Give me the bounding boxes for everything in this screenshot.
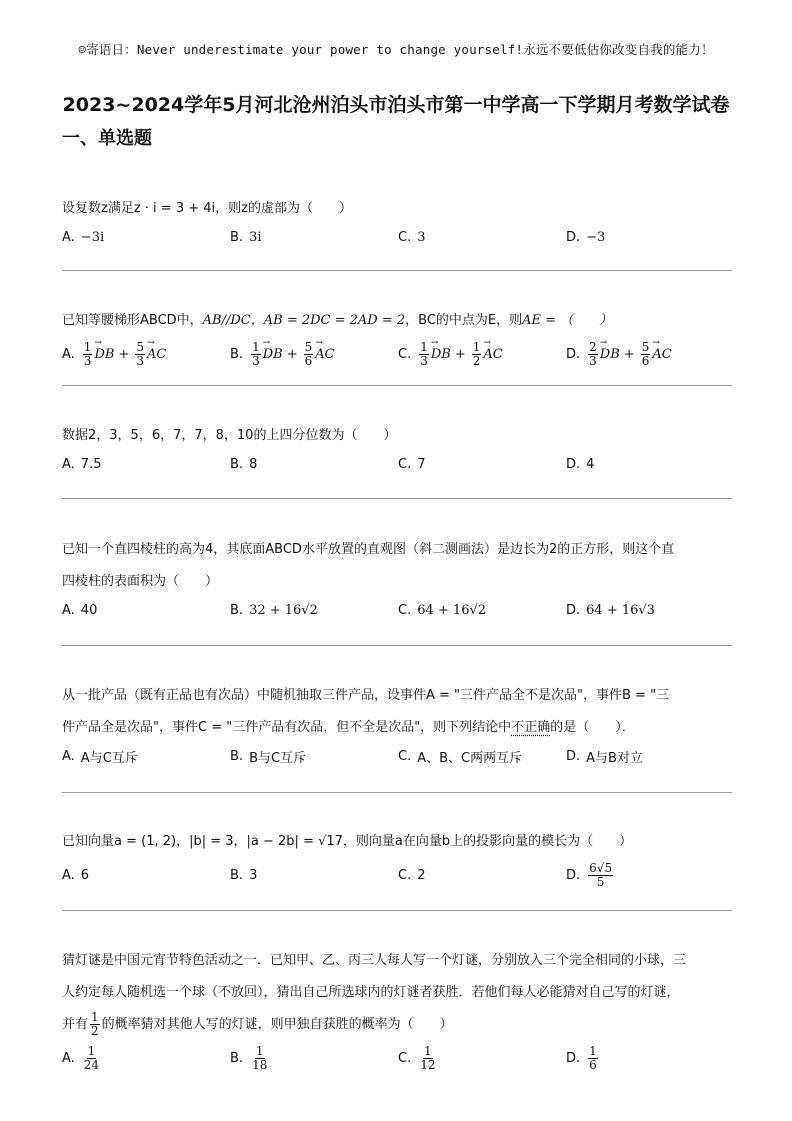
question-stem-line2: 四棱柱的表面积为（ ）	[62, 574, 219, 589]
numerator: 2	[589, 339, 597, 354]
vector-ac: → AC	[147, 347, 166, 362]
option-label: C.	[398, 748, 412, 764]
denominator: 5	[596, 874, 605, 889]
option-label: D.	[566, 456, 581, 472]
option-text: 3	[417, 229, 426, 245]
question-stem-line3	[62, 1009, 734, 1041]
option-a	[62, 747, 230, 766]
option-a	[62, 230, 230, 245]
option-text: 2	[417, 867, 426, 883]
option-text: 4	[586, 456, 595, 472]
vector-db: → DB	[263, 347, 283, 362]
option-label: D.	[566, 229, 581, 245]
fraction	[83, 341, 93, 368]
option-text: 7.5	[80, 456, 102, 472]
option-label: B.	[230, 867, 244, 883]
options-row	[62, 337, 734, 371]
options-row	[62, 858, 734, 892]
option-b	[230, 868, 398, 883]
denominator: 6	[589, 1057, 597, 1072]
denominator: 6	[641, 353, 650, 368]
option-label: B.	[230, 748, 244, 764]
option-label: A.	[62, 867, 75, 883]
option-label: A.	[62, 602, 75, 618]
question-stem: 已知向量a = (1, 2)，|b| = 3，|a − 2b| = √17，则向量a在向量b上的投影向量的模长为（ ）	[62, 834, 633, 849]
numerator: 1	[472, 339, 481, 354]
question-stem-line1: 已知一个直四棱柱的高为4，其底面ABCD水平放置的直观图（斜二测画法）是边长为2的正方形，则这个直	[62, 542, 675, 557]
emphasized-text: 不正确	[511, 720, 551, 735]
divider	[62, 270, 732, 271]
divider	[62, 792, 732, 793]
question-7	[62, 945, 734, 1075]
option-label: A.	[62, 346, 75, 362]
question-stem-line2: 人约定每人随机选一个球（不放回），猜出自己所选球内的灯谜者获胜．若他们每人必能猜对自己写的灯谜，	[62, 985, 680, 1000]
options-row	[62, 598, 734, 622]
denominator: 24	[83, 1057, 100, 1072]
question-stem-line1: 从一批产品（既有正品也有次品）中随机抽取三件产品，设事件A = "三件产品全不是次品"，事件B = "三	[62, 688, 670, 703]
option-text: B与C互斥	[249, 750, 307, 766]
numerator: 6√5	[589, 860, 613, 875]
option-c	[398, 1045, 566, 1072]
option-text: 32 + 16√2	[249, 602, 318, 618]
fraction	[90, 1011, 100, 1038]
option-b	[230, 457, 398, 472]
stem-intro: 已知等腰梯形ABCD中，	[62, 313, 203, 328]
option-c	[398, 341, 566, 368]
option-text: 3	[249, 867, 258, 883]
exam-title: 2023~2024学年5月河北沧州泊头市泊头市第一中学高一下学期月考数学试卷	[62, 94, 730, 116]
option-b	[230, 341, 398, 368]
option-text: −3i	[80, 229, 105, 245]
option-label: B.	[230, 346, 244, 362]
option-text: 64 + 16√3	[586, 602, 655, 618]
options-row	[62, 1041, 734, 1075]
question-4	[62, 534, 734, 622]
option-label: B.	[230, 456, 244, 472]
options-row	[62, 744, 734, 768]
numerator: 1	[91, 1010, 99, 1024]
denominator: 2	[91, 1024, 99, 1038]
numerator: 1	[420, 339, 428, 354]
option-label: D.	[566, 346, 581, 362]
option-text: 64 + 16√2	[417, 602, 487, 618]
option-label: B.	[230, 1050, 244, 1066]
option-text: −3	[586, 229, 606, 245]
stem-tail: AE = （ ）	[522, 313, 613, 328]
denominator: 6	[304, 353, 313, 368]
option-a	[62, 1045, 230, 1072]
option-label: D.	[566, 748, 581, 764]
question-stem	[62, 305, 734, 337]
denominator: 3	[252, 353, 260, 368]
fraction	[419, 341, 429, 368]
fraction	[641, 341, 651, 368]
denominator: 3	[589, 353, 597, 368]
fraction	[588, 1045, 598, 1072]
question-stem-line2	[62, 712, 734, 744]
denominator: 3	[420, 353, 428, 368]
option-d	[566, 1045, 734, 1072]
fraction	[83, 1045, 100, 1072]
option-text: 6	[80, 867, 90, 883]
numerator: 1	[589, 1043, 597, 1058]
motto-line: ☺寄语日：Never underestimate your power to change yourself!永远不要低估你改变自我的能力！	[78, 42, 714, 57]
option-text: A与C互斥	[80, 750, 138, 766]
option-label: D.	[566, 602, 581, 618]
numerator: 5	[641, 339, 650, 354]
plus-sign: +	[118, 346, 130, 362]
divider	[62, 645, 732, 646]
vector-db: → DB	[431, 347, 451, 362]
option-text: 8	[249, 456, 258, 472]
numerator: 1	[87, 1043, 96, 1058]
fraction	[472, 341, 482, 368]
option-label: A.	[62, 456, 75, 472]
question-6	[62, 826, 734, 892]
vector-db: → DB	[94, 347, 114, 362]
option-c	[398, 747, 566, 766]
question-2	[62, 305, 734, 371]
question-stem: 数据2，3，5，6，7，7，8，10的上四分位数为（ ）	[62, 428, 397, 443]
option-b	[230, 1045, 398, 1072]
stem-text: 的概率猜对其他人写的灯谜，则甲独自获胜的概率为（ ）	[101, 1017, 453, 1032]
option-c	[398, 868, 566, 883]
options-row	[62, 225, 734, 249]
option-text: 7	[417, 456, 426, 472]
question-3	[62, 420, 734, 476]
option-label: A.	[62, 1050, 75, 1066]
fraction	[251, 341, 261, 368]
option-label: A.	[62, 229, 75, 245]
fraction	[588, 862, 613, 889]
fraction	[419, 1045, 436, 1072]
question-1	[62, 193, 734, 249]
vector-db: → DB	[600, 347, 620, 362]
denominator: 12	[420, 1057, 436, 1072]
option-d	[566, 603, 734, 618]
stem-text: 的是（ ）．	[550, 720, 635, 735]
denominator: 2	[472, 353, 481, 368]
plus-sign: +	[623, 346, 635, 362]
divider	[62, 910, 732, 911]
option-label: D.	[566, 1050, 581, 1066]
vector-ac: → AC	[483, 347, 502, 362]
fraction	[135, 341, 145, 368]
denominator: 18	[252, 1057, 268, 1072]
option-text: A与B对立	[586, 750, 643, 766]
option-label: B.	[230, 229, 244, 245]
option-d	[566, 747, 734, 766]
section-heading: 一、单选题	[62, 128, 152, 149]
option-label: C.	[398, 346, 412, 362]
option-a	[62, 457, 230, 472]
option-a	[62, 603, 230, 618]
option-text: A、B、C两两互斥	[417, 750, 523, 766]
plus-sign: +	[454, 346, 466, 362]
divider	[62, 498, 732, 499]
divider	[62, 385, 732, 386]
option-b	[230, 603, 398, 618]
question-stem: 设复数z满足z · i = 3 + 4i，则z的虚部为（ ）	[62, 201, 352, 216]
option-label: C.	[398, 602, 412, 618]
option-d	[566, 341, 734, 368]
option-label: C.	[398, 456, 412, 472]
stem-text: 件产品全是次品"，事件C = "三件产品有次品，但不全是次品"，则下列结论中	[62, 720, 512, 735]
option-c	[398, 457, 566, 472]
question-stem-line1: 猜灯谜是中国元宵节特色活动之一．已知甲、乙、丙三人每人写一个灯谜，分别放入三个完全相同的小球，三	[62, 953, 687, 968]
numerator: 5	[136, 339, 144, 354]
fraction	[304, 341, 314, 368]
option-b	[230, 230, 398, 245]
option-d	[566, 230, 734, 245]
option-label: A.	[62, 748, 75, 764]
option-label: C.	[398, 229, 412, 245]
fraction	[251, 1045, 268, 1072]
option-label: B.	[230, 602, 244, 618]
option-text: 40	[80, 602, 98, 618]
option-label: D.	[566, 867, 581, 883]
denominator: 3	[136, 353, 144, 368]
option-label: C.	[398, 867, 412, 883]
option-d	[566, 862, 734, 889]
option-b	[230, 747, 398, 766]
numerator: 5	[304, 339, 313, 354]
numerator: 1	[424, 1043, 432, 1058]
vector-ac: → AC	[315, 347, 334, 362]
fraction	[588, 341, 598, 368]
option-a	[62, 868, 230, 883]
stem-mid: ，BC的中点为E，则	[405, 313, 523, 328]
options-row	[62, 452, 734, 476]
option-label: C.	[398, 1050, 412, 1066]
vector-ac: → AC	[652, 347, 671, 362]
numerator: 1	[83, 339, 92, 354]
option-d	[566, 457, 734, 472]
question-5	[62, 680, 734, 768]
option-a	[62, 341, 230, 368]
plus-sign: +	[286, 346, 298, 362]
option-c	[398, 230, 566, 245]
numerator: 1	[255, 1043, 264, 1058]
option-text: 3i	[249, 229, 262, 245]
option-c	[398, 603, 566, 618]
stem-math: AB//DC，AB = 2DC = 2AD = 2	[202, 313, 406, 328]
stem-text: 并有	[62, 1017, 89, 1032]
denominator: 3	[83, 353, 92, 368]
numerator: 1	[252, 339, 260, 354]
